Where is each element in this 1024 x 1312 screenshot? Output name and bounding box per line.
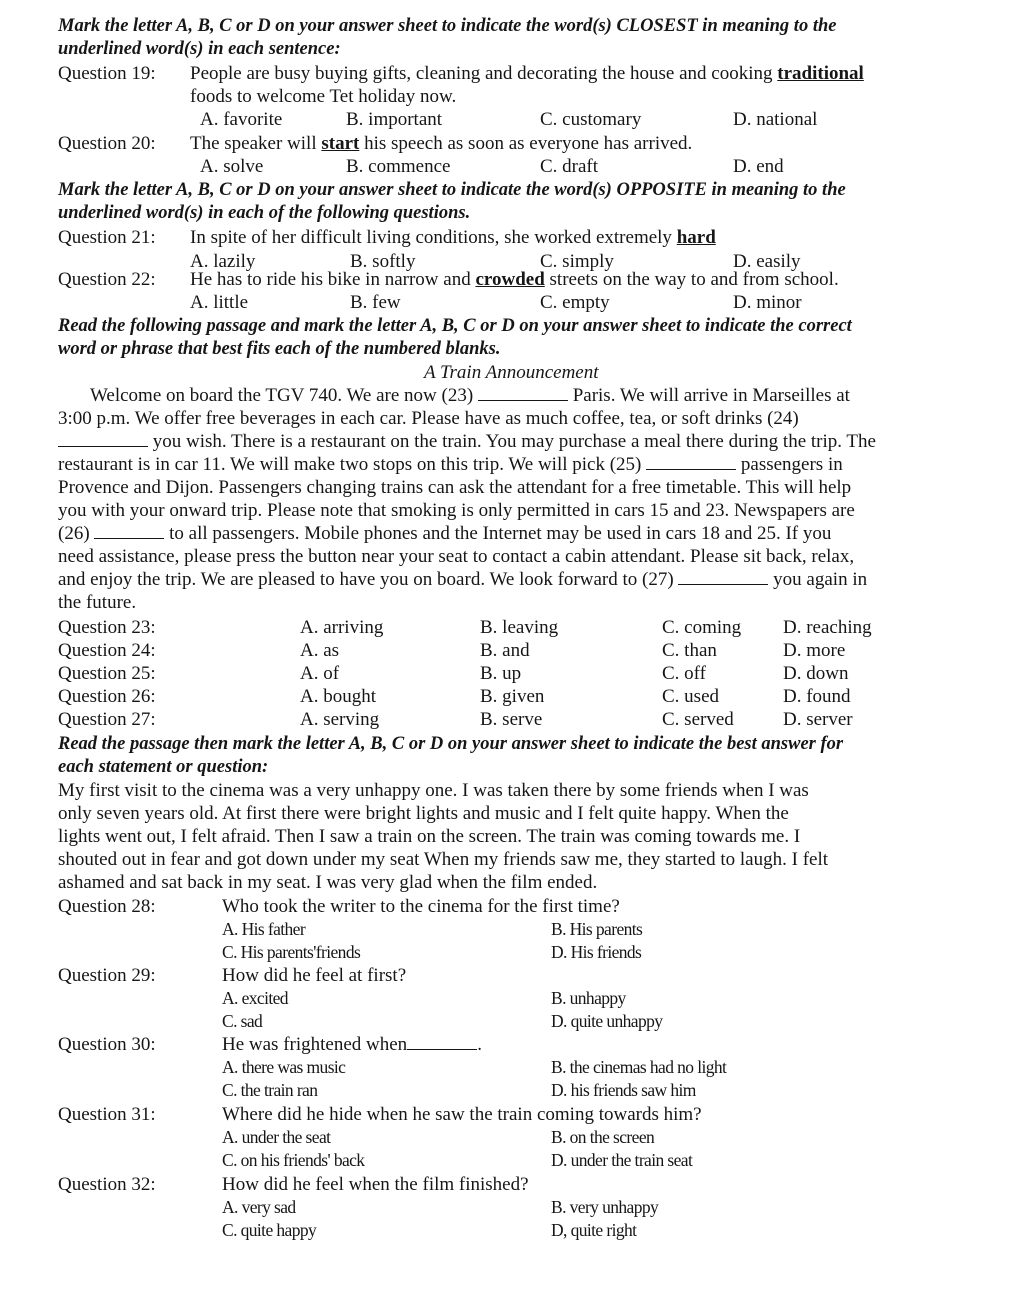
q27-option-d: D. server: [783, 709, 853, 730]
q29-stem: How did he feel at first?: [222, 965, 407, 986]
q29-label: Question 29:: [58, 965, 156, 986]
q22-option-c: C. empty: [540, 292, 610, 313]
closest-instruction-line1: Mark the letter A, B, C or D on your answer sheet to indicate the word(s) CLOSEST in meaning to the: [58, 16, 837, 36]
q30-option-d: D. his friends saw him: [551, 1080, 696, 1100]
reading-line-1: My first visit to the cinema was a very unhappy one. I was taken there by some friends when I was: [58, 780, 809, 801]
q21-option-b: B. softly: [350, 251, 416, 272]
blank-24: [58, 432, 148, 447]
passage-instruction-line1: Read the following passage and mark the letter A, B, C or D on your answer sheet to indicate the correct: [58, 316, 852, 336]
q28-label: Question 28:: [58, 896, 156, 917]
q21-option-d: D. easily: [733, 251, 801, 272]
q22-underlined-word: crowded: [475, 269, 545, 290]
q21-option-c: C. simply: [540, 251, 614, 272]
passage-title: A Train Announcement: [424, 362, 599, 383]
q20-option-c: C. draft: [540, 156, 599, 177]
q31-option-a: A. under the seat: [222, 1127, 331, 1147]
reading-instruction-line1: Read the passage then mark the letter A, B, C or D on your answer sheet to indicate the best answer for: [58, 734, 844, 754]
q25-option-c: C. off: [662, 663, 706, 684]
q23-option-c: C. coming: [662, 617, 742, 638]
q26-option-c: C. used: [662, 686, 719, 707]
q22-option-a: A. little: [190, 292, 249, 313]
q21-underlined-word: hard: [676, 227, 716, 248]
q30-stem: He was frightened when .: [222, 1034, 482, 1055]
blank-23: [478, 386, 568, 401]
q23-label: Question 23:: [58, 617, 156, 638]
q27-option-c: C. served: [662, 709, 734, 730]
q31-label: Question 31:: [58, 1104, 156, 1125]
q24-option-a: A. as: [300, 640, 340, 661]
q27-option-a: A. serving: [300, 709, 380, 730]
passage-line-10: the future.: [58, 592, 137, 613]
q30-option-a: A. there was music: [222, 1057, 346, 1077]
q20-option-d: D. end: [733, 156, 784, 177]
q26-option-d: D. found: [783, 686, 851, 707]
q32-option-b: B. very unhappy: [551, 1197, 659, 1217]
q21-label: Question 21:: [58, 227, 156, 248]
q24-label: Question 24:: [58, 640, 156, 661]
blank-30: [407, 1035, 477, 1050]
q32-option-c: C. quite happy: [222, 1220, 317, 1240]
q23-option-a: A. arriving: [300, 617, 384, 638]
q32-stem: How did he feel when the film finished?: [222, 1174, 529, 1195]
passage-line-1: Welcome on board the TGV 740. We are now (23) Paris. We will arrive in Marseilles at: [90, 385, 850, 406]
q19-label: Question 19:: [58, 63, 156, 84]
q19-option-b: B. important: [346, 109, 443, 130]
q26-label: Question 26:: [58, 686, 156, 707]
q30-label: Question 30:: [58, 1034, 156, 1055]
q30-option-b: B. the cinemas had no light: [551, 1057, 727, 1077]
q32-option-d: D, quite right: [551, 1220, 637, 1240]
q31-option-b: B. on the screen: [551, 1127, 655, 1147]
q28-option-c: C. His parents'friends: [222, 942, 361, 962]
q19-option-c: C. customary: [540, 109, 642, 130]
q31-option-c: C. on his friends' back: [222, 1150, 365, 1170]
passage-line-6: you with your onward trip. Please note that smoking is only permitted in cars 15 and 23. Newspapers are: [58, 500, 855, 521]
reading-line-3: lights went out, I felt afraid. Then I saw a train on the screen. The train was coming towards me. I: [58, 826, 801, 847]
q21-stem: In spite of her difficult living conditions, she worked extremely hard: [190, 227, 716, 248]
q27-option-b: B. serve: [480, 709, 543, 730]
passage-line-7: (26) to all passengers. Mobile phones and the Internet may be used in cars 18 and 25. If you: [58, 523, 832, 544]
passage-line-2: 3:00 p.m. We offer free beverages in each car. Please have as much coffee, tea, or soft drinks (24): [58, 408, 799, 429]
q26-option-b: B. given: [480, 686, 545, 707]
q20-stem: The speaker will start his speech as soon as everyone has arrived.: [190, 133, 693, 154]
q21-option-a: A. lazily: [190, 251, 256, 272]
q28-option-a: A. His father: [222, 919, 306, 939]
q28-option-d: D. His friends: [551, 942, 642, 962]
q19-option-d: D. national: [733, 109, 818, 130]
blank-25: [646, 455, 736, 470]
q25-option-a: A. of: [300, 663, 340, 684]
q25-label: Question 25:: [58, 663, 156, 684]
blank-26: [94, 524, 164, 539]
opposite-instruction-line2: underlined word(s) in each of the following questions.: [58, 203, 471, 223]
q22-label: Question 22:: [58, 269, 156, 290]
q20-underlined-word: start: [321, 133, 360, 154]
q25-option-d: D. down: [783, 663, 849, 684]
q29-option-b: B. unhappy: [551, 988, 626, 1008]
q22-stem: He has to ride his bike in narrow and crowded streets on the way to and from school.: [190, 269, 839, 290]
q22-option-d: D. minor: [733, 292, 802, 313]
q19-stem: People are busy buying gifts, cleaning and decorating the house and cooking traditional: [190, 63, 864, 84]
opposite-instruction-line1: Mark the letter A, B, C or D on your answer sheet to indicate the word(s) OPPOSITE in meaning to the: [58, 180, 846, 200]
q23-option-d: D. reaching: [783, 617, 872, 638]
q24-option-b: B. and: [480, 640, 530, 661]
q24-option-c: C. than: [662, 640, 717, 661]
q24-option-d: D. more: [783, 640, 846, 661]
q31-option-d: D. under the train seat: [551, 1150, 693, 1170]
q23-option-b: B. leaving: [480, 617, 559, 638]
passage-line-9: and enjoy the trip. We are pleased to have you on board. We look forward to (27) you again in: [58, 569, 868, 590]
reading-line-4: shouted out in fear and got down under my seat When my friends saw me, they started to laugh. I felt: [58, 849, 829, 870]
q30-option-c: C. the train ran: [222, 1080, 318, 1100]
q19-underlined-word: traditional: [777, 63, 864, 84]
passage-instruction-line2: word or phrase that best fits each of the numbered blanks.: [58, 339, 501, 359]
q19-stem-line2: foods to welcome Tet holiday now.: [190, 86, 457, 107]
q20-option-b: B. commence: [346, 156, 451, 177]
passage-line-8: need assistance, please press the button near your seat to contact a cabin attendant. Please sit back, relax,: [58, 546, 855, 567]
q20-label: Question 20:: [58, 133, 156, 154]
q26-option-a: A. bought: [300, 686, 376, 707]
reading-instruction-line2: each statement or question:: [58, 757, 269, 777]
q32-option-a: A. very sad: [222, 1197, 296, 1217]
q31-stem: Where did he hide when he saw the train coming towards him?: [222, 1104, 702, 1125]
reading-line-5: ashamed and sat back in my seat. I was very glad when the film ended.: [58, 872, 598, 893]
q29-option-c: C. sad: [222, 1011, 263, 1031]
q19-option-a: A. favorite: [200, 109, 283, 130]
q29-option-a: A. excited: [222, 988, 288, 1008]
q20-option-a: A. solve: [200, 156, 264, 177]
blank-27: [678, 570, 768, 585]
passage-line-5: Provence and Dijon. Passengers changing trains can ask the attendant for a free timetable. This will help: [58, 477, 852, 498]
q25-option-b: B. up: [480, 663, 522, 684]
passage-line-3: you wish. There is a restaurant on the train. You may purchase a meal there during the trip. The: [58, 431, 876, 453]
q28-option-b: B. His parents: [551, 919, 643, 939]
passage-line-4: restaurant is in car 11. We will make two stops on this trip. We will pick (25) passengers in: [58, 454, 843, 475]
q28-stem: Who took the writer to the cinema for the first time?: [222, 896, 620, 917]
q27-label: Question 27:: [58, 709, 156, 730]
q32-label: Question 32:: [58, 1174, 156, 1195]
q29-option-d: D. quite unhappy: [551, 1011, 663, 1031]
closest-instruction-line2: underlined word(s) in each sentence:: [58, 39, 341, 59]
reading-line-2: only seven years old. At first there were bright lights and music and I felt quite happy. When the: [58, 803, 789, 824]
q22-option-b: B. few: [350, 292, 401, 313]
